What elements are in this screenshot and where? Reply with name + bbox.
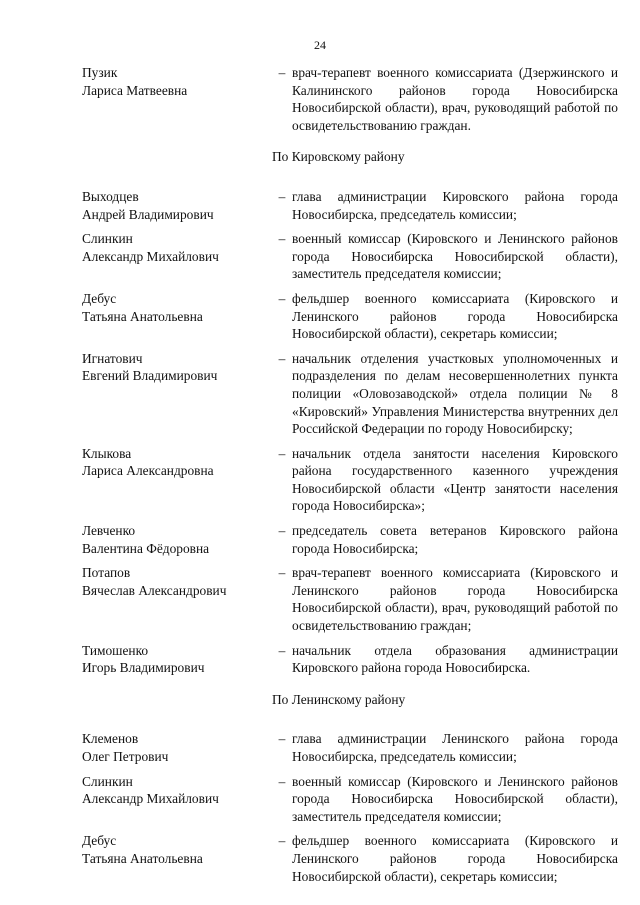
member-entry [82,730,618,765]
section-heading-leninsky: По Ленинскому району [272,691,406,707]
member-given-names: Вячеслав Александрович [82,582,227,598]
member-name [82,564,272,634]
member-surname: Левченко [82,523,136,539]
member-role: глава администрации Ленинского района города Новосибирска, председатель комиссии; [292,731,618,764]
member-entry [82,522,618,557]
member-entry [82,445,618,515]
dash-separator: – [278,188,286,204]
member-given-names: Александр Михайлович [82,791,219,807]
dash-separator: – [278,731,286,747]
member-surname: Выходцев [82,188,139,204]
member-name [82,773,272,826]
member-surname: Клеменов [82,731,139,747]
member-given-names: Александр Михайлович [82,248,219,264]
member-entry [82,642,618,677]
page-number: 24 [314,38,326,52]
dash-separator: – [278,773,286,789]
member-entry [82,230,618,283]
member-given-names: Олег Петрович [82,749,169,764]
member-role: фельдшер военного комиссариата (Кировского и Ленинского районов города Новосибирска Новосибирской области), секретарь комиссии; [292,833,618,884]
member-name [82,230,272,283]
dash-separator: – [278,642,286,658]
section-heading-kirovsky: По Кировскому району [272,149,405,165]
member-name [82,445,272,515]
dash-separator: – [278,833,286,849]
member-surname: Клыкова [82,445,132,461]
member-surname: Слинкин [82,773,133,789]
member-given-names: Татьяна Анатольевна [82,308,203,324]
member-surname: Дебус [82,833,117,849]
member-surname: Игнатович [82,350,143,366]
dash-separator: – [278,290,286,306]
member-surname: Дебус [82,290,117,306]
member-name [82,522,272,557]
member-surname: Слинкин [82,231,133,247]
member-entry [82,564,618,634]
commission-list [82,64,618,892]
member-entry [82,290,618,343]
member-given-names: Андрей Владимирович [82,206,214,222]
dash-separator: – [278,523,286,539]
member-role: фельдшер военного комиссариата (Кировского и Ленинского районов города Новосибирска Новосибирской области), секретарь комиссии; [292,290,618,342]
member-entry [82,64,618,134]
dash-separator: – [278,350,286,366]
member-name [82,290,272,343]
member-role: врач-терапевт военного комиссариата (Дзержинского и Калининского районов города Новосибирска Новосибирской области), врач, руководящий работой по освидетельствованию граждан. [292,65,618,133]
member-given-names: Татьяна Анатольевна [82,850,203,866]
member-role: начальник отдела занятости населения Кировского района государственного казенного учреждения Новосибирской области «Центр занятости населения города Новосибирска»; [292,445,618,514]
dash-separator: – [278,231,286,247]
member-entry [82,188,618,223]
member-name [82,64,272,134]
member-role: начальник отделения участковых уполномоченных и подразделения по делам несовершеннолетних пункта полиции «Оловозаводской» отдела полиции № 8 «Кировский» Управления Министерства внутренних дел Российской Федерации по городу Новосибирску; [292,350,618,437]
member-given-names: Лариса Александровна [82,463,214,479]
member-name [82,832,272,885]
member-role: председатель совета ветеранов Кировского района города Новосибирска; [292,523,618,556]
member-given-names: Игорь Владимирович [82,660,205,676]
member-surname: Пузик [82,65,118,80]
member-given-names: Евгений Владимирович [82,368,218,384]
dash-separator: – [278,65,286,80]
member-given-names: Валентина Фёдоровна [82,540,210,556]
member-surname: Потапов [82,565,131,581]
dash-separator: – [278,565,286,581]
member-role: военный комиссар (Кировского и Ленинского районов города Новосибирска Новосибирской области), заместитель председателя комиссии; [292,773,618,824]
member-role: начальник отдела образования администрации Кировского района города Новосибирска. [292,642,618,676]
member-entry [82,350,618,438]
member-entry [82,832,618,885]
dash-separator: – [278,445,286,461]
member-name [82,730,272,765]
member-role: военный комиссар (Кировского и Ленинского районов города Новосибирска Новосибирской области), заместитель председателя комиссии; [292,231,618,282]
member-given-names: Лариса Матвеевна [82,82,188,98]
member-entry [82,773,618,826]
member-name [82,642,272,677]
member-role: врач-терапевт военного комиссариата (Кировского и Ленинского районов города Новосибирска Новосибирской области), врач, руководящий работой по освидетельствованию граждан; [292,565,618,634]
member-name [82,350,272,438]
member-name [82,188,272,223]
member-role: глава администрации Кировского района города Новосибирска, председатель комиссии; [292,188,618,222]
member-surname: Тимошенко [82,642,149,658]
